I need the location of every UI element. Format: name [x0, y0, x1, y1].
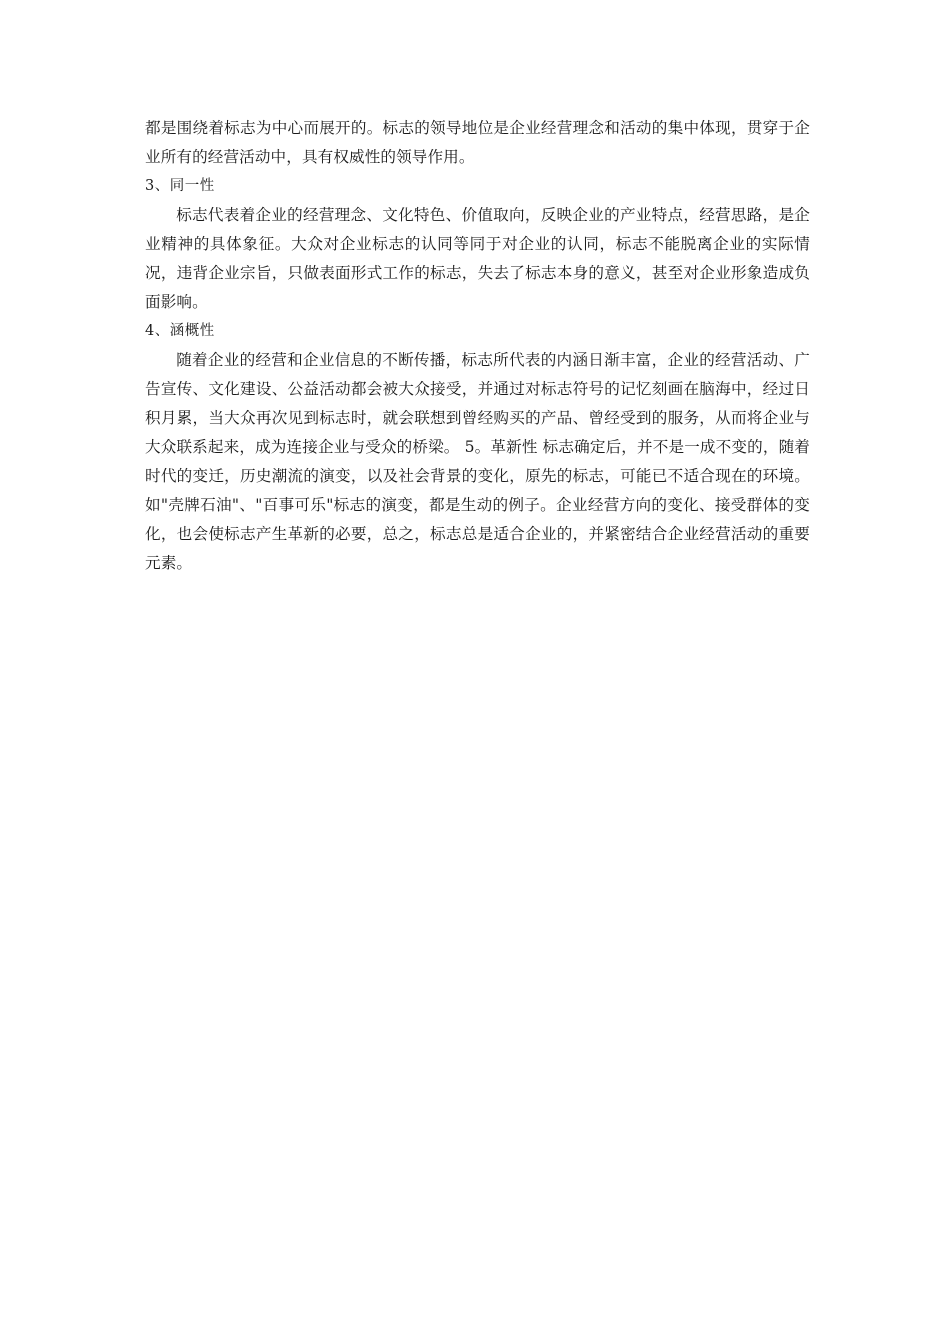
heading-inclusiveness: 4、涵概性: [145, 323, 215, 339]
paragraph-identity: 标志代表着企业的经营理念、文化特色、价值取向，反映企业的产业特点，经营思路，是企业精神的具体象征。大众对企业标志的认同等同于对企业的认同，标志不能脱离企业的实际情况，违背企业宗旨，只做表面形式工作的标志，失去了标志本身的意义，甚至对企业形象造成负面影响。: [145, 206, 810, 311]
document-body: [145, 114, 810, 578]
heading-identity: 3、同一性: [145, 178, 215, 194]
paragraph-leadership-continued: 都是围绕着标志为中心而展开的。标志的领导地位是企业经营理念和活动的集中体现，贯穿于企业所有的经营活动中，具有权威性的领导作用。: [145, 119, 810, 166]
paragraph-inclusiveness: 随着企业的经营和企业信息的不断传播，标志所代表的内涵日渐丰富，企业的经营活动、广告宣传、文化建设、公益活动都会被大众接受，并通过对标志符号的记忆刻画在脑海中，经过日积月累，当大众再次见到标志时，就会联想到曾经购买的产品、曾经受到的服务，从而将企业与大众联系起来，成为连接企业与受众的桥梁。 5。革新性 标志确定后，并不是一成不变的，随着时代的变迁，历史潮流的演变，以及社会背景的变化，原先的标志，可能已不适合现在的环境。如"壳牌石油"、"百事可乐"标志的演变，都是生动的例子。企业经营方向的变化、接受群体的变化，也会使标志产生革新的必要，总之，标志总是适合企业的，并紧密结合企业经营活动的重要元素。: [145, 351, 810, 572]
